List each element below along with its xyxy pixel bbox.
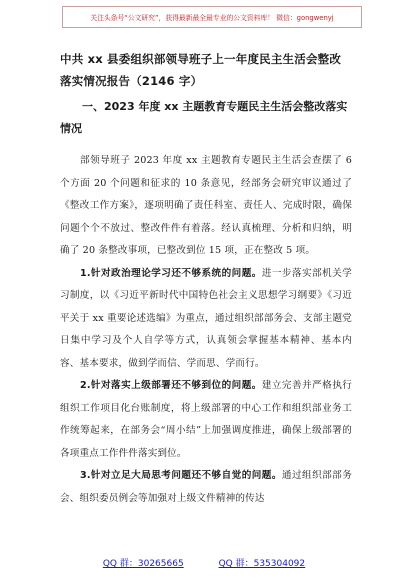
footer-contact [0,556,408,569]
document-title: 中共 xx 县委组织部领导班子上一年度民主生活会整改落实情况报告（2146 字） [60,52,342,88]
list-item [60,375,352,465]
qq-group-1-link[interactable]: QQ 群：30265665 [102,559,184,569]
item-body: 通过组织部部务会、组织委员例会等加强对上级文件精神的传达 [60,470,352,504]
promo-banner-text: 关注头条号“公文研究”，获得最新最全最专业的公文资料库！ 微信：gongwenyj [90,14,334,22]
item-lead: 1.针对政治理论学习还不够系统的问题。 [80,267,262,279]
section-heading: 一、2023 年度 xx 主题教育专题民主生活会整改落实情况 [60,100,348,135]
item-body: 进一步落实部机关学习制度，以《习近平新时代中国特色社会主义思想学习纲要》《习近平关于 xx 重要论述选编》为重点，通过组织部部务会、支部主题党日集中学习及个人自学等方式，认真领会掌握基本精神、基本内容、基本要求，做到学而信、学而思、学而行。 [60,267,352,369]
item-body: 建立完善并严格执行组织工作项目化台账制度，将上级部署的中心工作和组织部业务工作统筹起来，在部务会“周小结”上加强调度推进，确保上级部署的各项重点工作件件落实到位。 [60,380,352,459]
list-item [60,465,352,510]
list-item [60,263,352,376]
document-body [60,48,352,510]
intro-paragraph: 部领导班子 2023 年度 xx 主题教育专题民主生活会查摆了 6 个方面 20 个问题和征求的 10 条意见，经部务会研究审议通过了《整改工作方案》，逐项明确了责任科室、责任人、完成时限，确保问题个个不放过、整改件件有着落。经认真梳理、分析和归纳，明确了 20 条整改事项，已整改到位 15 项，正在整改 5 项。 [60,155,352,256]
promo-banner [62,6,362,28]
item-lead: 2.针对落实上级部署还不够到位的问题。 [80,380,262,391]
qq-group-2-link[interactable]: QQ 群：535304092 [218,559,306,569]
item-lead: 3.针对立足大局思考问题还不够自觉的问题。 [80,470,282,481]
